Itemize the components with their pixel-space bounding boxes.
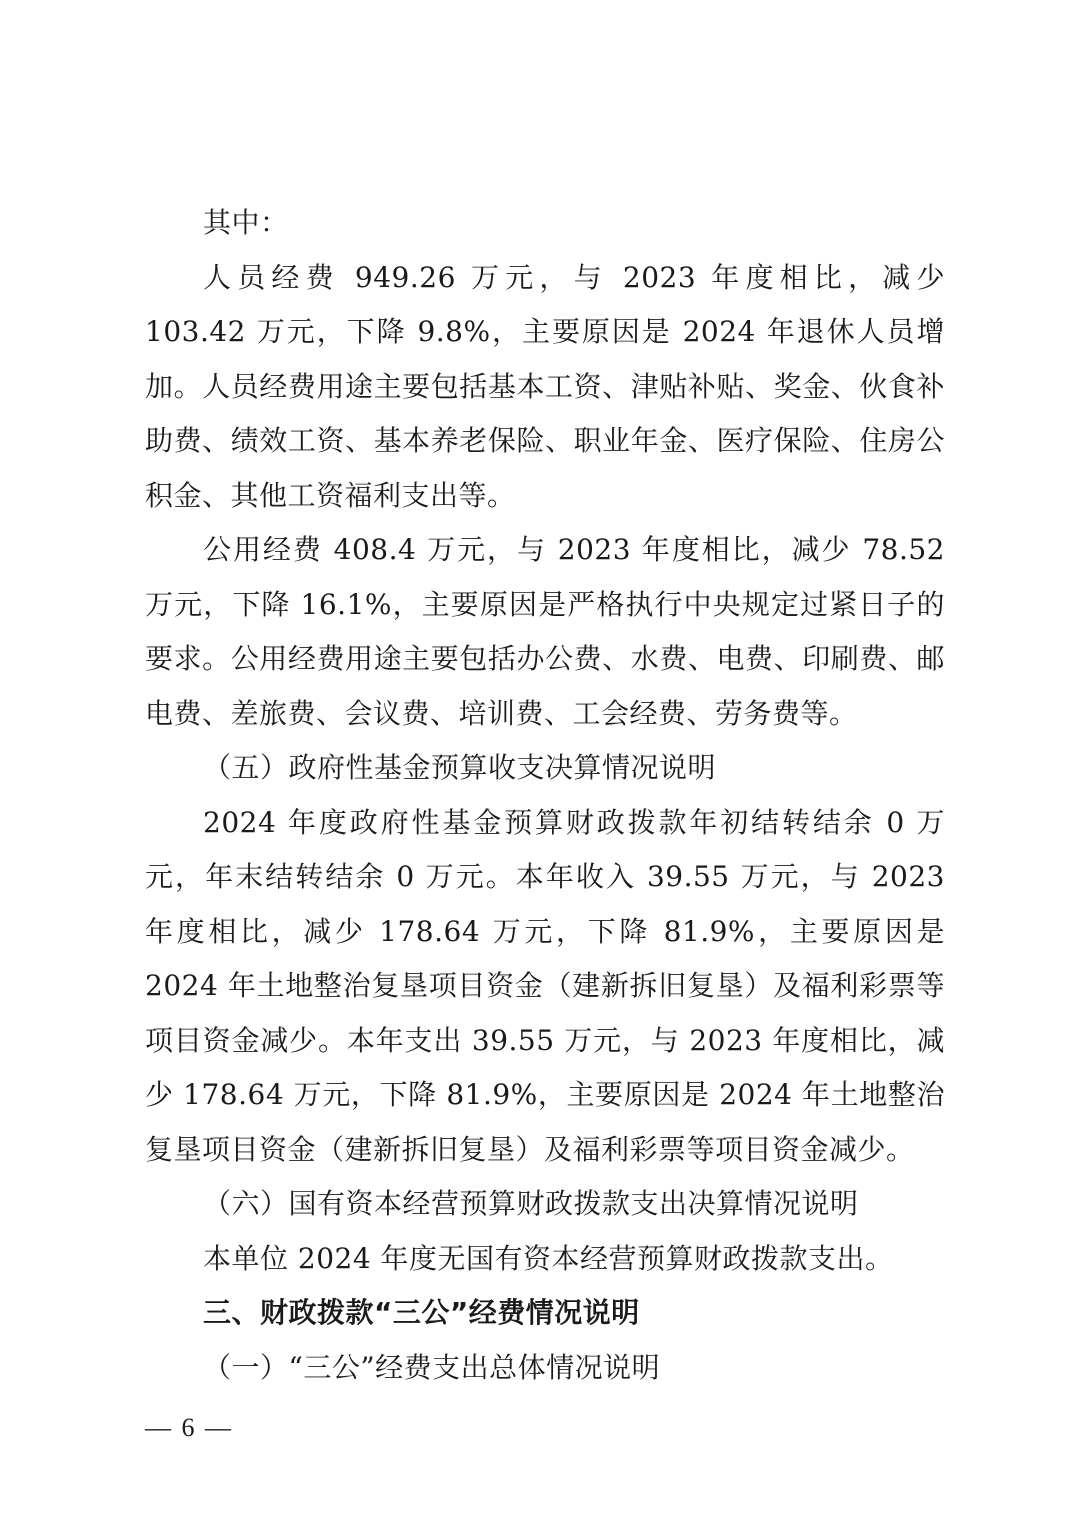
paragraph-personnel-expenses: 人员经费 949.26 万元，与 2023 年度相比，减少 103.42 万元，下降 9.8%，主要原因是 2024 年退休人员增加。人员经费用途主要包括基本工资、津贴补贴、奖金、伙食补助费、绩效工资、基本养老保险、职业年金、医疗保险、住房公积金、其他工资福利支出等。 [145,260,945,512]
page-number: — 6 — [145,1413,233,1442]
paragraph-public-expenses: 公用经费 408.4 万元，与 2023 年度相比，减少 78.52 万元，下降 16.1%，主要原因是严格执行中央规定过紧日子的要求。公用经费用途主要包括办公费、水费、电费、印刷费、邮电费、差旅费、会议费、培训费、工会经费、劳务费等。 [145,533,945,730]
heading-three-public-overall: （一）“三公”经费支出总体情况说明 [203,1350,661,1384]
paragraph-intro: 其中： [203,206,289,239]
heading-three-public-expenses: 三、财政拨款“三公”经费情况说明 [203,1296,640,1329]
paragraph-government-fund: 2024 年度政府性基金预算财政拨款年初结转结余 0 万元，年末结转结余 0 万元。本年收入 39.55 万元，与 2023 年度相比，减少 178.64 万元，下降 81.9%，主要原因是 2024 年土地整治复垦项目资金（建新拆旧复垦）及福利彩票等项目资金减少。本年支出 39.55 万元，与 2023 年度相比，减少 178.64 万元，下降 81.9%，主要原因是 2024 年土地整治复垦项目资金（建新拆旧复垦）及福利彩票等项目资金减少。 [145,805,945,1166]
heading-state-capital: （六）国有资本经营预算财政拨款支出决算情况说明 [203,1187,859,1220]
heading-government-fund: （五）政府性基金预算收支决算情况说明 [203,751,717,784]
document-body [145,196,945,1395]
paragraph-state-capital: 本单位 2024 年度无国有资本经营预算财政拨款支出。 [203,1241,894,1275]
